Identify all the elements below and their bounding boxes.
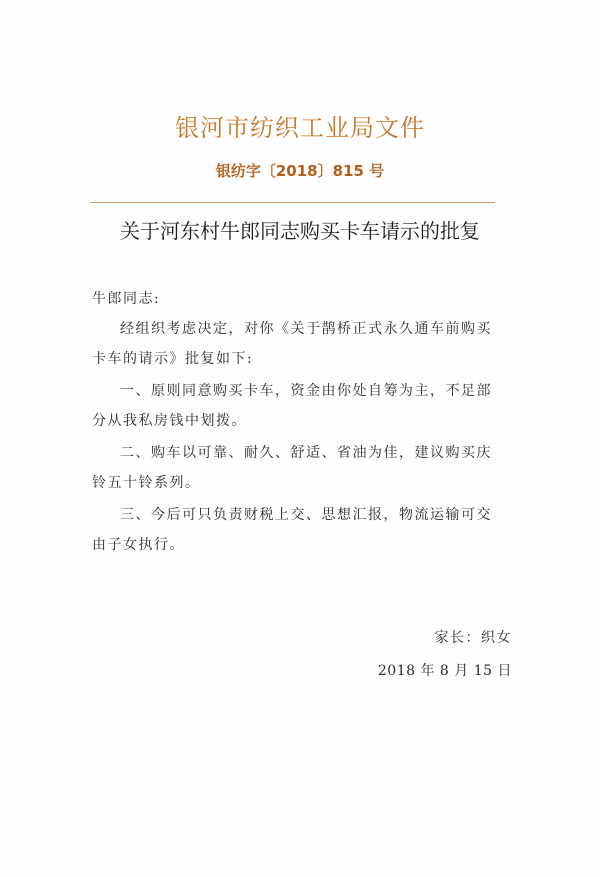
document-title: 关于河东村牛郎同志购买卡车请示的批复 [120, 219, 480, 243]
body-line: 由子女执行。 [92, 537, 185, 553]
body-line: 铃五十铃系列。 [92, 475, 201, 491]
salutation: 牛郎同志: [92, 291, 161, 307]
body-line: 三、今后可只负责财税上交、思想汇报，物流运输可交 [120, 507, 492, 523]
signature: 家长：织女 [434, 630, 512, 646]
body-line: 二、购车以可靠、耐久、舒适、省油为佳，建议购买庆 [120, 445, 492, 461]
body-line: 经组织考虑决定，对你《关于鹊桥正式永久通车前购买 [120, 321, 492, 337]
body-line: 一、原则同意购买卡车，资金由你处自筹为主，不足部 [120, 383, 492, 399]
document-date: 2018 年 8 月 15 日 [377, 663, 512, 679]
body-line: 卡车的请示》批复如下: [92, 351, 254, 367]
header-divider [90, 202, 495, 203]
body-line: 分从我私房钱中划拨。 [92, 413, 247, 429]
document-number: 银纺字〔2018〕815 号 [215, 162, 385, 180]
agency-header: 银河市纺织工业局文件 [175, 114, 425, 142]
